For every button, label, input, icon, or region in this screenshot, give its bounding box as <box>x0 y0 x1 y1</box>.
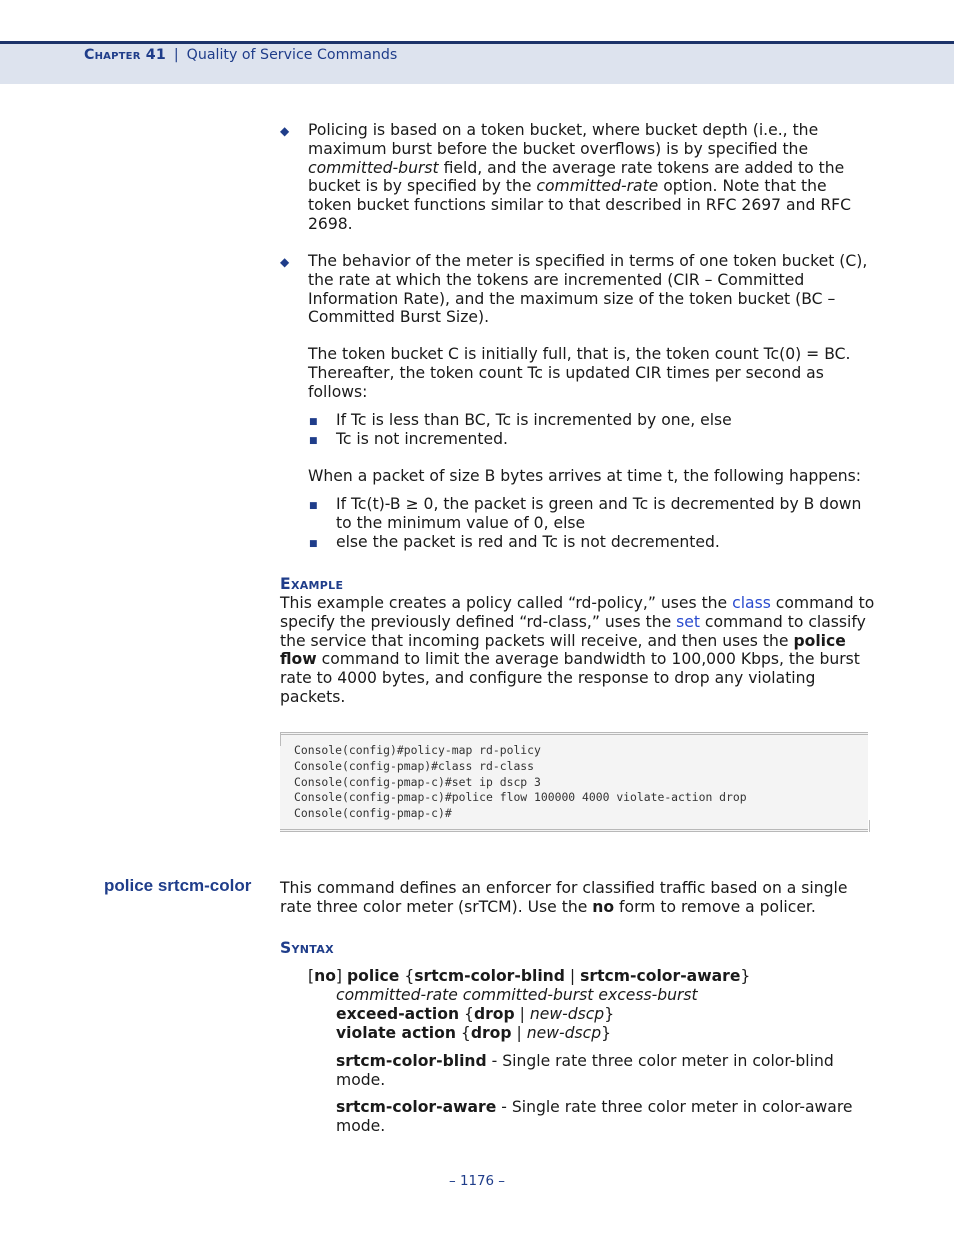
bold-term: srtcm-color-blind <box>336 1052 487 1070</box>
sub-bullet-1: If Tc is less than BC, Tc is incremented by one, else <box>336 411 732 429</box>
text-line: mode. <box>336 1070 386 1089</box>
example-heading: Example <box>280 575 344 593</box>
bullet-1-text <box>308 121 878 234</box>
code-line: Console(config-pmap)#class rd-class <box>294 759 535 773</box>
text-span: rate three color meter (srTCM). Use the <box>280 897 593 916</box>
section-title: police srtcm-color <box>104 876 252 895</box>
syntax-heading: Syntax <box>280 939 334 957</box>
square-bullet-icon: ■ <box>309 436 318 446</box>
packet-arrival-paragraph: When a packet of size B bytes arrives at time t, the following happens: <box>308 467 862 485</box>
syntax-line-1 <box>308 967 878 986</box>
bold-term: police <box>346 967 400 985</box>
text-line <box>308 159 878 178</box>
square-bullet-icon: ■ <box>309 417 318 427</box>
text-span: command to classify <box>699 612 866 631</box>
code-line: Console(config)#policy-map rd-policy <box>294 743 541 757</box>
text-span: the service that incoming packets will receive, and then uses the <box>280 631 794 650</box>
bold-term: drop <box>470 1024 512 1042</box>
text-span: option. Note that the <box>658 177 827 196</box>
text-span: bucket is by specified by the <box>308 177 537 196</box>
blind-description <box>336 1052 876 1090</box>
section-description <box>280 879 880 917</box>
diamond-bullet-icon: ◆ <box>280 124 290 138</box>
text-line: The behavior of the meter is specified in terms of one token bucket (C), <box>308 252 868 270</box>
text-span: } <box>740 967 751 985</box>
italic-term: committed-burst <box>308 158 439 177</box>
text-span: - Single rate three color meter in color-aware <box>496 1098 853 1116</box>
text-line: mode. <box>336 1116 386 1135</box>
syntax-line-2 <box>336 986 876 1005</box>
text-span: { <box>399 967 415 985</box>
example-paragraph <box>280 594 880 707</box>
text-line: packets. <box>280 687 346 706</box>
text-span: command to limit the average bandwidth to 100,000 Kbps, the burst <box>316 650 860 669</box>
square-bullet-icon: ■ <box>309 501 318 511</box>
text-span: field, and the average rate tokens are added to the <box>438 158 845 177</box>
text-line: Committed Burst Size). <box>308 308 490 327</box>
text-line <box>280 650 880 669</box>
text-span: | <box>511 1024 527 1042</box>
page-number: – 1176 – <box>449 1174 505 1189</box>
text-line: Information Rate), and the maximum size of the token bucket (BC – <box>308 289 836 308</box>
text-line <box>308 177 878 196</box>
text-line: If Tc(t)-B ≥ 0, the packet is green and Tc is decremented by B down <box>336 495 862 513</box>
text-span: form to remove a policer. <box>614 897 816 916</box>
text-span: | <box>514 1005 530 1023</box>
sub-bullet-3 <box>336 495 876 533</box>
italic-term: committed-rate committed-burst excess-burst <box>336 986 698 1004</box>
chapter-title: Quality of Service Commands <box>186 47 398 63</box>
text-line: The token bucket C is initially full, that is, the token count Tc(0) = BC. <box>308 345 851 363</box>
bold-term: flow <box>280 650 317 669</box>
text-span: specify the previously defined “rd-class,” uses the <box>280 612 677 631</box>
text-span: | <box>564 967 581 985</box>
text-line: Policing is based on a token bucket, where bucket depth (i.e., the <box>308 121 819 139</box>
text-span: ] <box>335 967 347 985</box>
diamond-bullet-icon: ◆ <box>280 255 290 269</box>
bullet-2-text <box>308 252 878 327</box>
class-command-link[interactable]: class <box>732 594 771 612</box>
text-line: 2698. <box>308 214 353 233</box>
text-line <box>336 1052 876 1071</box>
italic-term: new-dscp <box>526 1024 602 1042</box>
set-command-link[interactable]: set <box>676 612 700 631</box>
text-span: { <box>455 1024 471 1042</box>
bold-term: police <box>793 631 846 650</box>
text-line <box>336 1098 876 1117</box>
text-span: command to <box>770 594 875 612</box>
token-bucket-paragraph <box>308 345 878 401</box>
bold-term: no <box>314 967 336 985</box>
syntax-line-4 <box>336 1024 876 1043</box>
sub-bullet-2: Tc is not incremented. <box>336 430 508 448</box>
code-line: Console(config-pmap-c)# <box>294 806 452 820</box>
text-line <box>280 632 880 651</box>
text-span: - Single rate three color meter in color-blind <box>486 1052 834 1070</box>
bold-term: srtcm-color-blind <box>414 967 565 985</box>
bold-term: no <box>592 897 615 916</box>
text-line: follows: <box>308 382 368 401</box>
text-line: the rate at which the tokens are incremented (CIR – Committed <box>308 270 805 289</box>
code-box-corner <box>866 820 870 832</box>
aware-description <box>336 1098 876 1136</box>
bold-term: exceed-action <box>336 1005 460 1023</box>
text-line: token bucket functions similar to that described in RFC 2697 and RFC <box>308 196 852 215</box>
syntax-line-3 <box>336 1005 876 1024</box>
chapter-label: Chapter 41 <box>84 47 166 63</box>
text-line: rate to 4000 bytes, and configure the response to drop any violating <box>280 669 816 688</box>
text-line: This command defines an enforcer for classified traffic based on a single <box>280 879 848 897</box>
text-span: { <box>459 1005 474 1023</box>
text-line <box>280 594 880 613</box>
bold-term: srtcm-color-aware <box>580 967 741 985</box>
italic-term: new-dscp <box>529 1005 605 1023</box>
italic-term: committed-rate <box>536 177 659 196</box>
text-line: maximum burst before the bucket overflows) is by specified the <box>308 139 809 158</box>
square-bullet-icon: ■ <box>309 539 318 549</box>
header-separator: | <box>173 47 179 63</box>
code-line: Console(config-pmap-c)#set ip dscp 3 <box>294 775 541 789</box>
bold-term: drop <box>473 1005 515 1023</box>
text-span: [ <box>308 967 315 985</box>
bold-term: violate action <box>336 1024 456 1042</box>
text-span: } <box>604 1005 615 1023</box>
running-header <box>84 46 397 65</box>
bold-term: srtcm-color-aware <box>336 1098 497 1116</box>
text-line: to the minimum value of 0, else <box>336 513 586 532</box>
text-span: } <box>601 1024 612 1042</box>
text-line: Thereafter, the token count Tc is updated CIR times per second as <box>308 363 824 382</box>
text-line <box>280 898 880 917</box>
code-line: Console(config-pmap-c)#police flow 100000 4000 violate-action drop <box>294 790 747 804</box>
code-box-corner <box>280 732 284 746</box>
sub-bullet-4: else the packet is red and Tc is not decremented. <box>336 533 720 551</box>
text-line <box>280 613 880 632</box>
text-span: This example creates a policy called “rd-policy,” uses the <box>280 594 733 612</box>
